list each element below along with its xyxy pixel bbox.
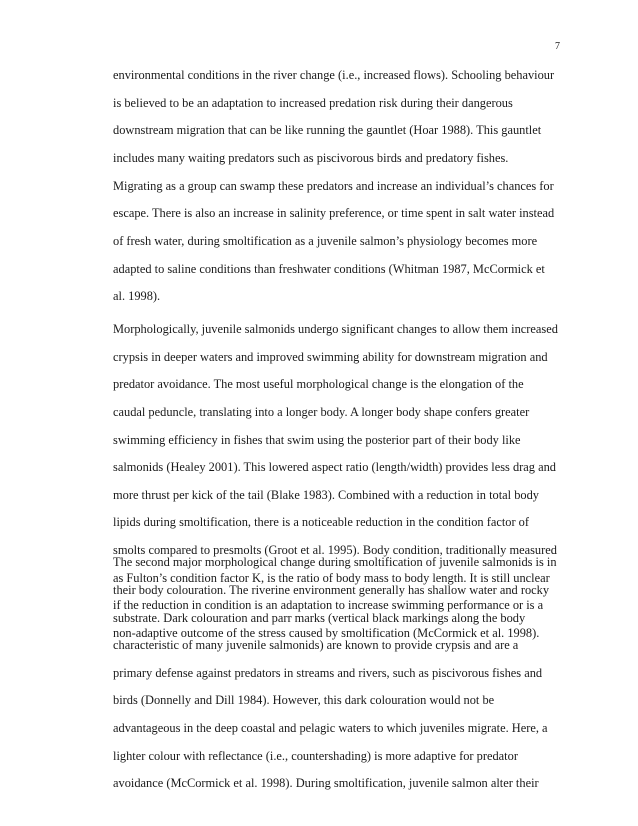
text-line: salmonids (Healey 2001). This lowered aspect ratio (length/width) provides less drag and (113, 460, 556, 474)
text-line: crypsis in deeper waters and improved swimming ability for downstream migration and (113, 350, 548, 364)
text-line: more thrust per kick of the tail (Blake 1983). Combined with a reduction in total body (113, 488, 540, 502)
text-line: avoidance (McCormick et al. 1998). During smoltification, juvenile salmon alter their (113, 776, 539, 790)
text-line: includes many waiting predators such as piscivorous birds and predatory fishes. (113, 151, 509, 165)
text-line: Migrating as a group can swamp these predators and increase an individual’s chances for (113, 179, 554, 193)
text-line: Morphologically, juvenile salmonids undergo significant changes to allow them increased (113, 322, 558, 336)
text-line: advantageous in the deep coastal and pelagic waters to which juveniles migrate. Here, a (113, 721, 548, 735)
text-line: caudal peduncle, translating into a longer body. A longer body shape confers greater (113, 405, 530, 419)
page-number: 7 (555, 41, 560, 52)
text-line: characteristic of many juvenile salmonids) are known to provide crypsis and are a (113, 638, 519, 652)
text-line: is believed to be an adaptation to increased predation risk during their dangerous (113, 96, 513, 110)
text-line: The second major morphological change during smoltification of juvenile salmonids is in (113, 555, 557, 569)
text-line: smolts compared to presmolts (Groot et al. 1995). Body condition, traditionally measured (113, 543, 557, 557)
text-line: downstream migration that can be like running the gauntlet (Hoar 1988). This gauntlet (113, 123, 542, 137)
text-line: if the reduction in condition is an adaptation to increase swimming performance or is a (113, 598, 544, 612)
text-line: lighter colour with reflectance (i.e., countershading) is more adaptive for predator (113, 749, 518, 763)
text-line: substrate. Dark colouration and parr marks (vertical black markings along the body (113, 611, 526, 625)
text-line: adapted to saline conditions than freshwater conditions (Whitman 1987, McCormick et (113, 262, 545, 276)
text-line: birds (Donnelly and Dill 1984). However, this dark colouration would not be (113, 693, 495, 707)
text-line: swimming efficiency in fishes that swim using the posterior part of their body like (113, 433, 521, 447)
text-line: escape. There is also an increase in salinity preference, or time spent in salt water instead (113, 206, 555, 220)
text-line: primary defense against predators in streams and rivers, such as piscivorous fishes and (113, 666, 543, 680)
text-line: predator avoidance. The most useful morphological change is the elongation of the (113, 377, 524, 391)
text-line: as Fulton’s condition factor K, is the ratio of body mass to body length. It is still unclear (113, 571, 550, 585)
text-line: al. 1998). (113, 289, 161, 303)
text-line: of fresh water, during smoltification as a juvenile salmon’s physiology becomes more (113, 234, 538, 248)
text-line: lipids during smoltification, there is a noticeable reduction in the condition factor of (113, 515, 530, 529)
text-line: their body colouration. The riverine environment generally has shallow water and rocky (113, 583, 550, 597)
text-line: non-adaptive outcome of the stress caused by smoltification (McCormick et al. 1998). (113, 626, 540, 640)
text-line: environmental conditions in the river change (i.e., increased flows). Schooling behaviour (113, 68, 555, 82)
